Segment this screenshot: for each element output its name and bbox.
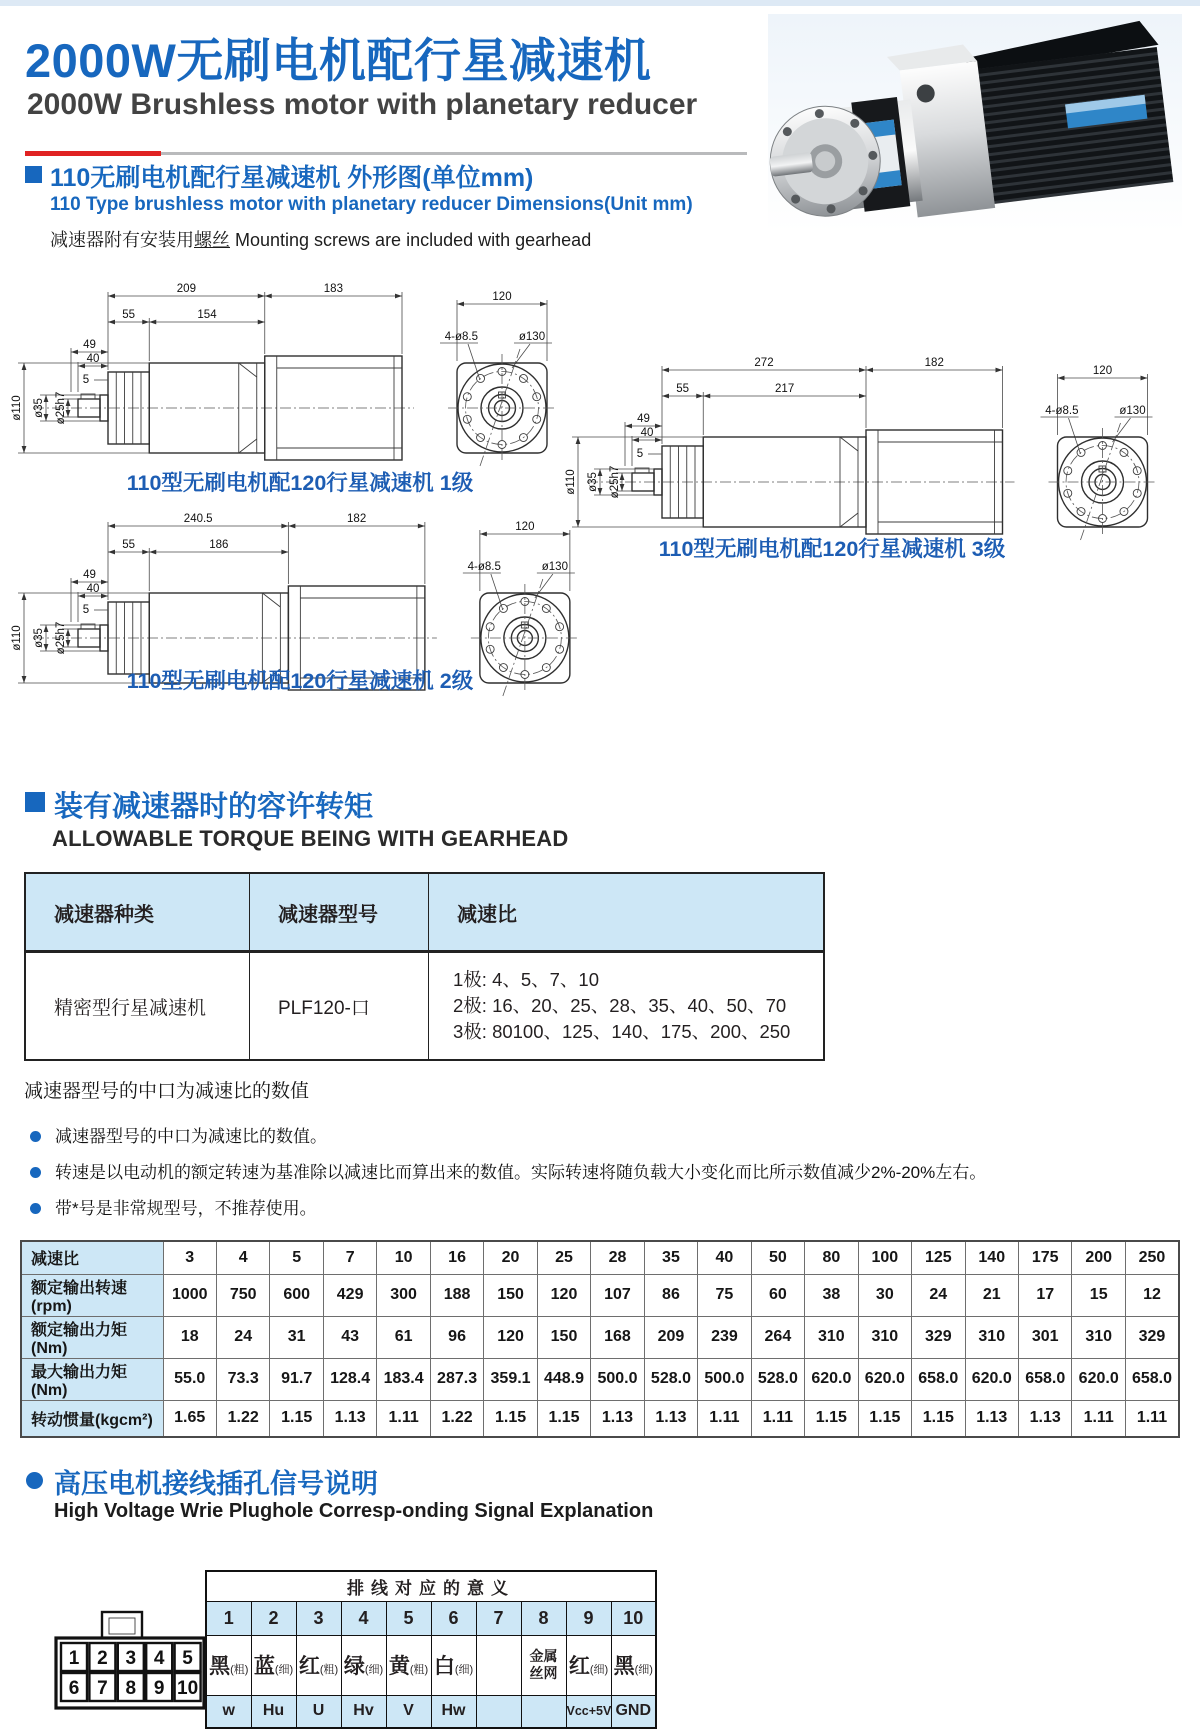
spec-cell: 658.0 bbox=[912, 1358, 965, 1400]
spec-cell: 128.4 bbox=[323, 1358, 376, 1400]
spec-cell: 12 bbox=[1125, 1274, 1179, 1316]
spec-cell: 600 bbox=[270, 1274, 323, 1316]
signal-cell bbox=[476, 1695, 521, 1728]
spec-cell: 528.0 bbox=[751, 1358, 804, 1400]
spec-cell: 1.13 bbox=[644, 1400, 697, 1437]
spec-cell: 1.15 bbox=[912, 1400, 965, 1437]
product-photo bbox=[768, 14, 1182, 232]
ratio-line: 1极: 4、5、7、10 bbox=[453, 968, 600, 990]
wiring-color-row bbox=[206, 1635, 656, 1695]
pin-number-cell: 5 bbox=[386, 1601, 431, 1635]
dim-label: 5 bbox=[182, 1648, 193, 1669]
spec-cell: 120 bbox=[537, 1274, 590, 1316]
spec-cell: 61 bbox=[377, 1316, 430, 1358]
spec-cell: 1.15 bbox=[484, 1400, 537, 1437]
spec-cell: 310 bbox=[1072, 1316, 1125, 1358]
torque-table bbox=[24, 872, 825, 1061]
spec-cell: 528.0 bbox=[644, 1358, 697, 1400]
dim-label: 49 bbox=[83, 339, 96, 351]
spec-cell: 35 bbox=[644, 1241, 697, 1274]
spec-cell: 4 bbox=[216, 1241, 269, 1274]
pin-number-cell: 10 bbox=[611, 1601, 656, 1635]
spec-cell: 1.65 bbox=[163, 1400, 216, 1437]
dimension-drawing-1-stage bbox=[8, 256, 582, 491]
wiring-pin-row bbox=[206, 1601, 656, 1635]
dim-label: 120 bbox=[492, 291, 512, 303]
spec-cell: 500.0 bbox=[698, 1358, 751, 1400]
spec-cell: 658.0 bbox=[1019, 1358, 1072, 1400]
spec-cell: 1.15 bbox=[805, 1400, 858, 1437]
notes-list bbox=[28, 1126, 1183, 1234]
spec-cell: 429 bbox=[323, 1274, 376, 1316]
spec-cell: 310 bbox=[858, 1316, 911, 1358]
drawing-caption-3: 110型无刷电机配120行星减速机 3级 bbox=[658, 537, 1006, 561]
spec-cell: 1.11 bbox=[377, 1400, 430, 1437]
spec-cell: 140 bbox=[965, 1241, 1018, 1274]
note-en: Mounting screws are included with gearhead bbox=[230, 230, 592, 250]
spec-row-label: 额定输出转速(rpm) bbox=[21, 1274, 163, 1316]
spec-cell: 1.11 bbox=[1072, 1400, 1125, 1437]
spec-cell: 24 bbox=[216, 1316, 269, 1358]
note-item bbox=[28, 1126, 1183, 1149]
spec-cell: 75 bbox=[698, 1274, 751, 1316]
spec-cell: 30 bbox=[858, 1274, 911, 1316]
dim-label: ø25h7 bbox=[55, 621, 67, 655]
dim-label: 6 bbox=[68, 1678, 80, 1699]
spec-cell: 359.1 bbox=[484, 1358, 537, 1400]
dim-label: ø35 bbox=[33, 628, 45, 648]
reducer-model-cell: PLF120-口 bbox=[250, 953, 429, 1059]
reducer-type-cell: 精密型行星减速机 bbox=[26, 953, 250, 1059]
dim-label: 272 bbox=[754, 357, 774, 369]
divider-red-accent bbox=[25, 151, 161, 156]
spec-cell: 264 bbox=[751, 1316, 804, 1358]
section3-subtitle: High Voltage Wrie Plughole Corresp-onding Signal Explanation bbox=[54, 1500, 654, 1522]
spec-cell: 1.11 bbox=[698, 1400, 751, 1437]
spec-cell: 168 bbox=[591, 1316, 644, 1358]
dim-label: 49 bbox=[637, 413, 650, 425]
dim-label: 120 bbox=[1092, 365, 1113, 377]
spec-cell: 120 bbox=[484, 1316, 537, 1358]
signal-cell: Hu bbox=[251, 1695, 296, 1728]
section1-title: 110无刷电机配行星减速机 外形图(单位mm) bbox=[50, 164, 534, 192]
spec-row-label: 最大输出力矩(Nm) bbox=[21, 1358, 163, 1400]
dim-label: 154 bbox=[197, 309, 217, 321]
dim-label: 9 bbox=[153, 1678, 165, 1699]
spec-cell: 31 bbox=[270, 1316, 323, 1358]
dim-label: 4-ø8.5 bbox=[467, 561, 501, 573]
signal-cell: Vcc+5V bbox=[566, 1695, 611, 1728]
dim-label: 186 bbox=[209, 539, 229, 551]
dim-label: 55 bbox=[122, 309, 136, 321]
wire-color-cell: 金属 丝网 bbox=[521, 1635, 566, 1695]
wiring-title-row bbox=[206, 1571, 656, 1601]
spec-cell: 7 bbox=[323, 1241, 376, 1274]
spec-row-label: 额定输出力矩(Nm) bbox=[21, 1316, 163, 1358]
wire-color-cell bbox=[476, 1635, 521, 1695]
spec-cell: 239 bbox=[698, 1316, 751, 1358]
bullet-icon bbox=[30, 1131, 41, 1142]
dim-label: 2 bbox=[97, 1648, 108, 1669]
section2-marker-icon bbox=[25, 792, 45, 812]
spec-cell: 1.15 bbox=[537, 1400, 590, 1437]
wiring-title: 排线对应的意义 bbox=[206, 1571, 656, 1601]
dim-label: 49 bbox=[83, 569, 96, 581]
section1-subtitle: 110 Type brushless motor with planetary reducer Dimensions(Unit mm) bbox=[50, 194, 693, 215]
header-divider bbox=[25, 152, 747, 155]
torque-col-header-ratio: 减速比 bbox=[457, 903, 517, 926]
note-cn: 减速器附有安装用 bbox=[50, 230, 194, 250]
spec-row-label: 转动惯量(kgcm²) bbox=[21, 1400, 163, 1437]
spec-cell: 20 bbox=[484, 1241, 537, 1274]
dim-label: 10 bbox=[177, 1678, 199, 1699]
spec-cell: 658.0 bbox=[1125, 1358, 1179, 1400]
spec-cell: 55.0 bbox=[163, 1358, 216, 1400]
dim-label: 182 bbox=[924, 357, 944, 369]
spec-cell: 21 bbox=[965, 1274, 1018, 1316]
dim-label: ø110 bbox=[11, 395, 23, 421]
pin-number-cell: 7 bbox=[476, 1601, 521, 1635]
spec-row bbox=[21, 1400, 1179, 1437]
spec-row bbox=[21, 1274, 1179, 1316]
wire-color-cell: 黑(细) bbox=[611, 1635, 656, 1695]
spec-cell: 15 bbox=[1072, 1274, 1125, 1316]
spec-cell: 329 bbox=[912, 1316, 965, 1358]
pin-number-cell: 1 bbox=[206, 1601, 251, 1635]
spec-cell: 1000 bbox=[163, 1274, 216, 1316]
wiring-table bbox=[205, 1570, 657, 1729]
ratio-lines bbox=[429, 953, 823, 1059]
spec-cell: 1.15 bbox=[858, 1400, 911, 1437]
spec-row bbox=[21, 1358, 1179, 1400]
dim-label: 240.5 bbox=[183, 513, 213, 525]
spec-cell: 91.7 bbox=[270, 1358, 323, 1400]
spec-cell: 18 bbox=[163, 1316, 216, 1358]
spec-table bbox=[20, 1240, 1180, 1438]
dim-label: ø25h7 bbox=[55, 391, 67, 425]
spec-cell: 200 bbox=[1072, 1241, 1125, 1274]
spec-cell: 620.0 bbox=[805, 1358, 858, 1400]
dim-label: 3 bbox=[125, 1648, 137, 1669]
spec-cell: 50 bbox=[751, 1241, 804, 1274]
wire-color-cell: 蓝(细) bbox=[251, 1635, 296, 1695]
section2-subtitle: ALLOWABLE TORQUE BEING WITH GEARHEAD bbox=[52, 826, 569, 851]
spec-cell: 329 bbox=[1125, 1316, 1179, 1358]
spec-cell: 25 bbox=[537, 1241, 590, 1274]
torque-table-body-row bbox=[26, 953, 823, 1059]
spec-cell: 3 bbox=[163, 1241, 216, 1274]
dim-label: ø35 bbox=[33, 398, 45, 418]
spec-cell: 287.3 bbox=[430, 1358, 483, 1400]
note-text: 转速是以电动机的额定转速为基准除以减速比而算出来的数值。实际转速将随负载大小变化而比所示数值减少2%-20%左右。 bbox=[55, 1162, 987, 1182]
pin-number-cell: 8 bbox=[521, 1601, 566, 1635]
dim-label: ø130 bbox=[541, 561, 568, 573]
wire-color-cell: 黄(粗) bbox=[386, 1635, 431, 1695]
section2-title: 装有减速器时的容许转矩 bbox=[54, 791, 374, 823]
spec-cell: 183.4 bbox=[377, 1358, 430, 1400]
dim-label: 5 bbox=[82, 604, 90, 616]
pin-number-cell: 3 bbox=[296, 1601, 341, 1635]
note-item bbox=[28, 1198, 1183, 1221]
page-top-strip bbox=[0, 0, 1200, 6]
bullet-icon bbox=[30, 1167, 41, 1178]
section3-marker-icon bbox=[26, 1472, 43, 1489]
spec-cell: 301 bbox=[1019, 1316, 1072, 1358]
dim-label: ø110 bbox=[565, 469, 577, 495]
spec-cell: 1.13 bbox=[965, 1400, 1018, 1437]
signal-cell: V bbox=[386, 1695, 431, 1728]
connector-icon bbox=[50, 1606, 210, 1718]
bullet-icon bbox=[30, 1203, 41, 1214]
dim-label: 55 bbox=[122, 539, 136, 551]
spec-cell: 1.15 bbox=[270, 1400, 323, 1437]
signal-cell: U bbox=[296, 1695, 341, 1728]
pin-number-cell: 9 bbox=[566, 1601, 611, 1635]
dim-label: 40 bbox=[86, 353, 100, 365]
spec-row bbox=[21, 1316, 1179, 1358]
pin-number-cell: 2 bbox=[251, 1601, 296, 1635]
signal-cell: w bbox=[206, 1695, 251, 1728]
dim-label: 8 bbox=[125, 1678, 137, 1699]
dim-label: 183 bbox=[323, 283, 343, 295]
dim-label: 40 bbox=[86, 583, 100, 595]
dim-label: ø130 bbox=[1119, 405, 1146, 417]
section1-marker-icon bbox=[25, 166, 42, 183]
dim-label: 120 bbox=[515, 521, 535, 533]
spec-cell: 300 bbox=[377, 1274, 430, 1316]
spec-cell: 310 bbox=[805, 1316, 858, 1358]
pin-number-cell: 6 bbox=[431, 1601, 476, 1635]
dim-label: 40 bbox=[640, 427, 654, 439]
spec-cell: 500.0 bbox=[591, 1358, 644, 1400]
drawing-caption-1: 110型无刷电机配120行星减速机 1级 bbox=[126, 471, 474, 495]
pin-number-cell: 4 bbox=[341, 1601, 386, 1635]
note-text: 减速器型号的中口为减速比的数值。 bbox=[55, 1127, 327, 1146]
spec-cell: 1.13 bbox=[591, 1400, 644, 1437]
spec-cell: 17 bbox=[1019, 1274, 1072, 1316]
spec-cell: 620.0 bbox=[858, 1358, 911, 1400]
spec-cell: 1.11 bbox=[1125, 1400, 1179, 1437]
dim-label: ø110 bbox=[11, 625, 23, 651]
dim-label: 5 bbox=[82, 374, 90, 386]
dim-label: 217 bbox=[775, 383, 795, 395]
spec-cell: 448.9 bbox=[537, 1358, 590, 1400]
dim-label: ø130 bbox=[518, 331, 546, 343]
spec-row-label: 减速比 bbox=[21, 1241, 163, 1274]
spec-cell: 620.0 bbox=[965, 1358, 1018, 1400]
spec-cell: 250 bbox=[1125, 1241, 1179, 1274]
spec-cell: 96 bbox=[430, 1316, 483, 1358]
signal-cell: Hw bbox=[431, 1695, 476, 1728]
ratio-line: 3极: 80100、125、140、175、200、250 bbox=[453, 1021, 791, 1043]
drawing-caption-2: 110型无刷电机配120行星减速机 2级 bbox=[126, 669, 474, 693]
spec-cell: 1.13 bbox=[323, 1400, 376, 1437]
note-text: 带*号是非常规型号，不推荐使用。 bbox=[55, 1198, 317, 1218]
dim-label: 209 bbox=[176, 283, 196, 295]
spec-cell: 24 bbox=[912, 1274, 965, 1316]
spec-cell: 150 bbox=[484, 1274, 537, 1316]
spec-cell: 38 bbox=[805, 1274, 858, 1316]
dim-label: 182 bbox=[347, 513, 367, 525]
spec-cell: 73.3 bbox=[216, 1358, 269, 1400]
spec-cell: 5 bbox=[270, 1241, 323, 1274]
spec-row bbox=[21, 1241, 1179, 1274]
spec-cell: 16 bbox=[430, 1241, 483, 1274]
section3-title: 高压电机接线插孔信号说明 bbox=[54, 1469, 378, 1499]
section1-note bbox=[50, 226, 591, 252]
dim-label: 7 bbox=[97, 1678, 108, 1699]
spec-cell: 125 bbox=[912, 1241, 965, 1274]
torque-col-header-type: 减速器种类 bbox=[26, 874, 250, 950]
signal-cell bbox=[521, 1695, 566, 1728]
spec-cell: 209 bbox=[644, 1316, 697, 1358]
spec-cell: 10 bbox=[377, 1241, 430, 1274]
wire-color-cell: 绿(细) bbox=[341, 1635, 386, 1695]
spec-cell: 100 bbox=[858, 1241, 911, 1274]
spec-cell: 86 bbox=[644, 1274, 697, 1316]
spec-cell: 1.22 bbox=[430, 1400, 483, 1437]
spec-cell: 1.22 bbox=[216, 1400, 269, 1437]
wire-color-cell: 红(粗) bbox=[296, 1635, 341, 1695]
torque-table-header-row bbox=[26, 874, 823, 953]
spec-cell: 1.13 bbox=[1019, 1400, 1072, 1437]
dim-label: ø35 bbox=[587, 472, 599, 492]
spec-cell: 60 bbox=[751, 1274, 804, 1316]
wire-color-cell: 黑(粗) bbox=[206, 1635, 251, 1695]
page-title: 2000W无刷电机配行星减速机 bbox=[25, 34, 652, 87]
signal-cell: GND bbox=[611, 1695, 656, 1728]
spec-cell: 43 bbox=[323, 1316, 376, 1358]
spec-cell: 310 bbox=[965, 1316, 1018, 1358]
spec-cell: 620.0 bbox=[1072, 1358, 1125, 1400]
dim-label: 4 bbox=[153, 1648, 165, 1669]
spec-cell: 1.11 bbox=[751, 1400, 804, 1437]
note-cn-underlined: 螺丝 bbox=[194, 230, 230, 250]
dim-label: 4-ø8.5 bbox=[1045, 405, 1079, 417]
note-item bbox=[28, 1162, 1183, 1185]
dim-label: ø25h7 bbox=[609, 465, 621, 499]
spec-cell: 150 bbox=[537, 1316, 590, 1358]
dim-label: 55 bbox=[676, 383, 690, 395]
torque-col-header-model: 减速器型号 bbox=[250, 874, 429, 950]
wire-color-cell: 红(细) bbox=[566, 1635, 611, 1695]
dimension-drawing-3-stage bbox=[562, 330, 1183, 565]
motor-photo-illustration bbox=[768, 14, 1182, 232]
spec-cell: 750 bbox=[216, 1274, 269, 1316]
torque-table-note: 减速器型号的中口为减速比的数值 bbox=[24, 1081, 310, 1102]
dim-label: 5 bbox=[636, 448, 644, 460]
spec-cell: 188 bbox=[430, 1274, 483, 1316]
spec-cell: 175 bbox=[1019, 1241, 1072, 1274]
signal-cell: Hv bbox=[341, 1695, 386, 1728]
spec-cell: 107 bbox=[591, 1274, 644, 1316]
ratio-line: 2极: 16、20、25、28、35、40、50、70 bbox=[453, 994, 787, 1016]
spec-cell: 28 bbox=[591, 1241, 644, 1274]
wire-color-cell: 白(细) bbox=[431, 1635, 476, 1695]
page-subtitle: 2000W Brushless motor with planetary reducer bbox=[27, 88, 698, 121]
dim-label: 4-ø8.5 bbox=[444, 331, 478, 343]
spec-cell: 80 bbox=[805, 1241, 858, 1274]
wiring-signal-row bbox=[206, 1695, 656, 1728]
dim-label: 1 bbox=[68, 1648, 80, 1669]
spec-cell: 40 bbox=[698, 1241, 751, 1274]
